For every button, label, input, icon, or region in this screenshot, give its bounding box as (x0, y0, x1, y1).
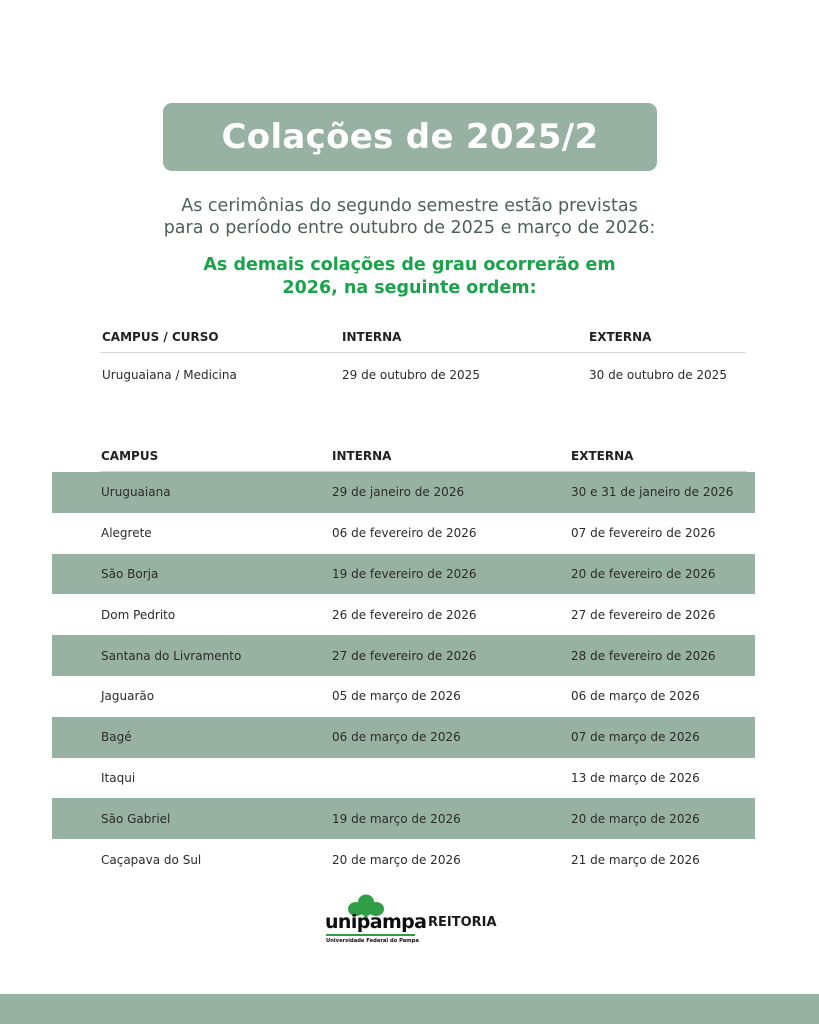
cell-campus: São Gabriel (101, 811, 171, 826)
table-row (52, 554, 755, 595)
cell-externa: 27 de fevereiro de 2026 (571, 607, 716, 622)
header-campus: CAMPUS (101, 449, 159, 463)
highlight-line-2: 2026, na seguinte ordem: (282, 278, 537, 298)
cell-campus: Itaqui (101, 770, 136, 785)
cell-externa: 20 de fevereiro de 2026 (571, 566, 716, 581)
cell-interna: 20 de março de 2026 (332, 852, 461, 867)
header-campus-curso: CAMPUS / CURSO (102, 330, 219, 344)
cell-interna: 06 de fevereiro de 2026 (332, 526, 477, 541)
table-row (52, 594, 755, 635)
cell-campus: Jaguarão (101, 689, 155, 704)
header-externa: EXTERNA (589, 330, 652, 344)
cell-externa: 06 de março de 2026 (571, 689, 700, 704)
header-externa: EXTERNA (571, 449, 634, 463)
cell-externa: 30 de outubro de 2025 (589, 368, 727, 382)
cell-campus: Santana do Livramento (101, 648, 242, 663)
logo-wordmark: unipampa (325, 911, 427, 933)
table-row (52, 798, 755, 839)
logo-underline (326, 934, 415, 936)
cell-externa: 21 de março de 2026 (571, 852, 700, 867)
intro-text (0, 195, 819, 239)
table-row (52, 676, 755, 717)
cell-campus: Bagé (101, 730, 132, 745)
logo-subtitle: Universidade Federal do Pampa (326, 938, 419, 944)
cell-interna: 19 de fevereiro de 2026 (332, 566, 477, 581)
header-interna: INTERNA (342, 330, 402, 344)
cell-campus: Caçapava do Sul (101, 852, 202, 867)
footer-band (0, 994, 819, 1024)
cell-campus: Dom Pedrito (101, 607, 176, 622)
cell-campus: Alegrete (101, 526, 152, 541)
cell-campus: São Borja (101, 566, 159, 581)
header-interna: INTERNA (332, 449, 392, 463)
table-row (100, 353, 746, 397)
unit-label: REITORIA (428, 915, 497, 930)
highlight-line-1: As demais colações de grau ocorrerão em (203, 255, 616, 275)
table-header (52, 440, 755, 472)
cell-externa: 20 de março de 2026 (571, 811, 700, 826)
cell-externa: 30 e 31 de janeiro de 2026 (571, 485, 734, 500)
cell-externa: 07 de março de 2026 (571, 730, 700, 745)
cell-interna: 29 de outubro de 2025 (342, 368, 480, 382)
cell-externa: 28 de fevereiro de 2026 (571, 648, 716, 663)
cell-interna: 19 de março de 2026 (332, 811, 461, 826)
cell-campus: Uruguaiana (101, 485, 171, 500)
table-row (52, 839, 755, 880)
cell-externa: 07 de fevereiro de 2026 (571, 526, 716, 541)
highlight-text (0, 254, 819, 300)
table-row (52, 717, 755, 758)
intro-line-2: para o período entre outubro de 2025 e março de 2026: (163, 218, 656, 238)
cell-interna: 29 de janeiro de 2026 (332, 485, 465, 500)
unipampa-logo (322, 893, 502, 953)
table-row (52, 472, 755, 513)
cell-interna: 06 de março de 2026 (332, 730, 461, 745)
page-title: Colações de 2025/2 (221, 117, 599, 157)
cell-interna: 26 de fevereiro de 2026 (332, 607, 477, 622)
cell-interna: 05 de março de 2026 (332, 689, 461, 704)
cell-campus: Uruguaiana / Medicina (102, 368, 237, 382)
medicine-schedule-table (100, 322, 746, 397)
title-banner (163, 103, 657, 171)
intro-line-1: As cerimônias do segundo semestre estão previstas (181, 196, 638, 216)
campus-schedule-table (52, 440, 755, 880)
table-row (52, 513, 755, 554)
cell-externa: 13 de março de 2026 (571, 770, 700, 785)
table-header (100, 322, 746, 353)
table-row (52, 635, 755, 676)
table-row (52, 758, 755, 799)
cell-interna: 27 de fevereiro de 2026 (332, 648, 477, 663)
